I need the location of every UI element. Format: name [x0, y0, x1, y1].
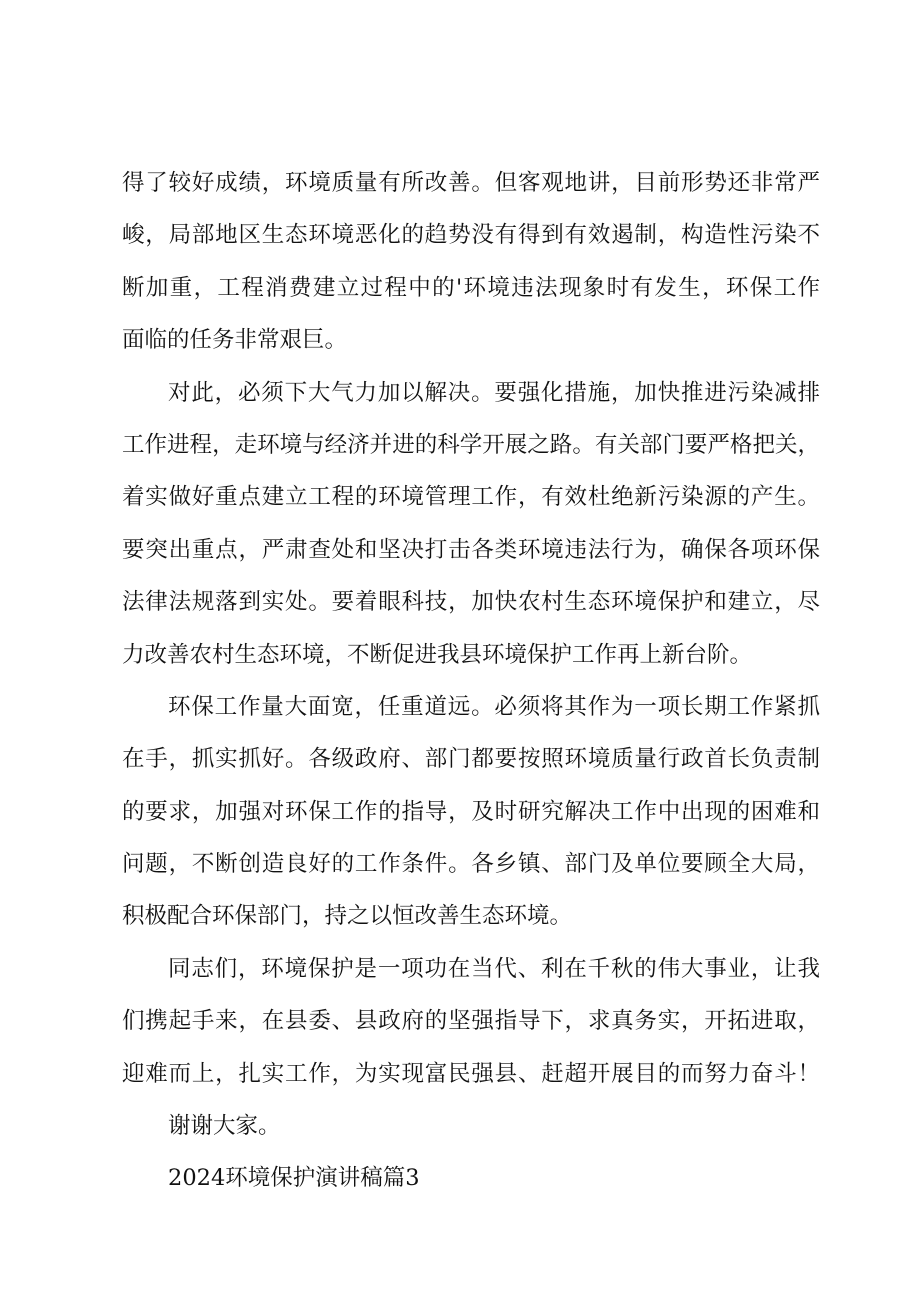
- text-line: 迎难而上，扎实工作，为实现富民强县、赶超开展目的而努力奋斗！: [122, 1060, 820, 1087]
- text-line: 的要求，加强对环保工作的指导，及时研究解决工作中出现的困难和: [122, 798, 820, 825]
- text-line: 峻，局部地区生态环境恶化的趋势没有得到有效遏制，构造性污染不: [122, 222, 820, 249]
- heading-line: 2024环境保护演讲稿篇3: [168, 1165, 420, 1192]
- text-line: 力改善农村生态环境，不断促进我县环境保护工作再上新台阶。: [122, 641, 753, 668]
- text-line: 谢谢大家。: [168, 1113, 281, 1140]
- text-line: 环保工作量大面宽，任重道远。必须将其作为一项长期工作紧抓: [168, 693, 820, 720]
- text-line: 们携起手来，在县委、县政府的坚强指导下，求真务实，开拓进取，: [122, 1008, 820, 1035]
- text-line: 断加重，工程消费建立过程中的'环境违法现象时有发生，环保工作: [122, 274, 820, 301]
- paragraph-2: [122, 367, 820, 681]
- text-line: 问题，不断创造良好的工作条件。各乡镇、部门及单位要顾全大局，: [122, 851, 820, 878]
- paragraph-4: [122, 943, 820, 1100]
- text-line: 面临的任务非常艰巨。: [122, 327, 348, 354]
- text-line: 要突出重点，严肃查处和坚决打击各类环境违法行为，确保各项环保: [122, 536, 820, 563]
- text-line: 在手，抓实抓好。各级政府、部门都要按照环境质量行政首长负责制: [122, 746, 820, 773]
- section-heading: [122, 1152, 820, 1204]
- text-line: 法律法规落到实处。要着眼科技，加快农村生态环境保护和建立，尽: [122, 589, 820, 616]
- document-body: [122, 157, 820, 1205]
- text-line: 对此，必须下大气力加以解决。要强化措施，加快推进污染减排: [168, 379, 820, 406]
- text-line: 着实做好重点建立工程的环境管理工作，有效杜绝新污染源的产生。: [122, 484, 820, 511]
- paragraph-3: [122, 681, 820, 943]
- text-line: 工作进程，走环境与经济并进的科学开展之路。有关部门要严格把关，: [122, 431, 820, 458]
- text-line: 得了较好成绩，环境质量有所改善。但客观地讲，目前形势还非常严: [122, 170, 820, 196]
- text-line: 积极配合环保部门，持之以恒改善生态环境。: [122, 903, 573, 930]
- paragraph-1: [122, 157, 820, 367]
- closing-line: [122, 1100, 820, 1152]
- text-line: 同志们，环境保护是一项功在当代、利在千秋的伟大事业，让我: [168, 955, 820, 982]
